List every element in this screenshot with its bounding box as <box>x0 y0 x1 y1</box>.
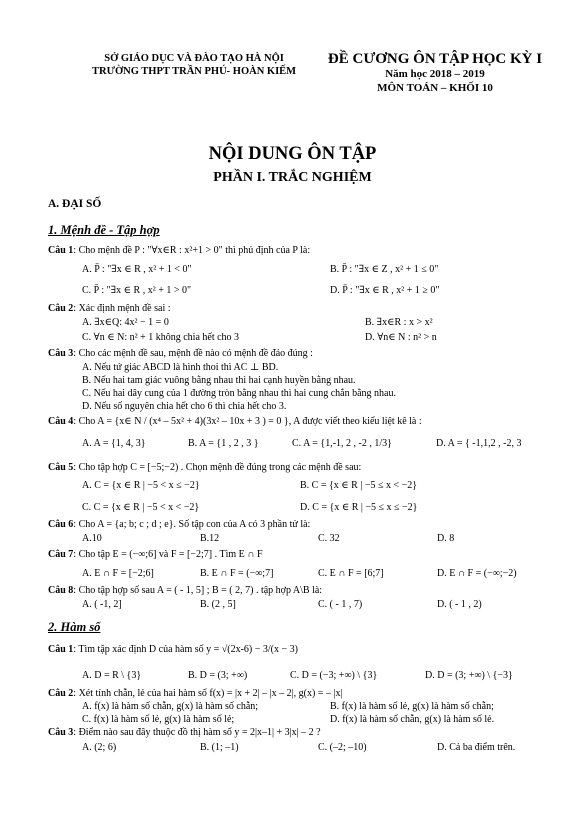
option-c: C. C = {x ∈ R | −5 < x < −2} <box>82 502 200 513</box>
option-c: C. 32 <box>318 533 340 544</box>
question-text: : Xác định mệnh đề sai : <box>73 303 171 314</box>
question-text: : Tìm tập xác định D của hàm số y = √(2x-6) − 3/(x − 3) <box>73 644 298 655</box>
question-5 <box>48 462 361 474</box>
option-a: A. P̄ : "∃x ∈ R , x² + 1 < 0" <box>82 264 192 275</box>
part-title: PHẦN I. TRẮC NGHIỆM <box>213 170 372 185</box>
question-1 <box>48 245 310 257</box>
subject-line: MÔN TOÁN – KHỐI 10 <box>377 81 493 94</box>
question-label: Câu 3 <box>48 727 74 738</box>
section-a-heading: A. ĐẠI SỐ <box>48 198 102 210</box>
option-b: B. Nếu hai tam giác vuông bằng nhau thì hai cạnh huyền bằng nhau. <box>82 375 356 386</box>
function-question-2 <box>48 688 342 700</box>
department-name: SỞ GIÁO DỤC VÀ ĐÀO TẠO HÀ NỘI <box>104 53 284 64</box>
option-b: B. (1; –1) <box>200 742 239 753</box>
question-4 <box>48 416 422 428</box>
option-a: A. ( -1, 2] <box>82 599 122 610</box>
school-name: TRƯỜNG THPT TRẦN PHÚ- HOÀN KIẾM <box>92 66 297 78</box>
option-d: D. P̄ : "∃x ∈ R , x² + 1 ≥ 0" <box>330 285 440 296</box>
option-a: A. A = {1, 4, 3} <box>82 438 146 449</box>
question-label: Câu 2 <box>48 688 74 699</box>
subsection-1-heading: 1. Mệnh đề - Tập hợp <box>48 223 160 237</box>
question-text: : Cho tập E = (−∞;6] và F = [−2;7] . Tìm E ∩ F <box>73 549 263 560</box>
question-label: Câu 3 <box>48 348 74 359</box>
option-a: A. f(x) là hàm số chẵn, g(x) là hàm số chẵn; <box>82 701 259 712</box>
option-d: D. A = { -1,1,2 , -2, 3 <box>436 438 522 449</box>
option-d: D. f(x) là hàm số chẵn, g(x) là hàm số lẻ. <box>330 714 495 725</box>
question-text: : Cho A = {x∈ N / (x⁴ – 5x² + 4)(3x² – 10x + 3 ) = 0 }, A được viết theo kiểu liệt kê là : <box>73 416 422 427</box>
question-label: Câu 1 <box>48 245 74 256</box>
question-text: : Xét tính chẵn, lẻ của hai hàm số f(x) = |x + 2| – |x – 2|, g(x) = – |x| <box>73 688 343 699</box>
function-question-1 <box>48 644 298 656</box>
option-c: C. E ∩ F = [6;7] <box>318 568 384 579</box>
option-c: C. (–2; –10) <box>318 742 367 753</box>
option-a: A.10 <box>82 533 102 544</box>
option-d: D. E ∩ F = (−∞;−2) <box>437 568 517 579</box>
function-question-3 <box>48 727 321 739</box>
school-year: Năm học 2018 – 2019 <box>385 68 485 80</box>
option-b: B. A = {1 , 2 , 3 } <box>188 438 259 449</box>
option-d: D. Cả ba điểm trên. <box>437 742 516 753</box>
option-a: A. Nếu tứ giác ABCD là hình thoi thì AC ⊥ BD. <box>82 362 279 373</box>
option-a: A. D = R \ {3} <box>82 670 142 681</box>
main-title: NỘI DUNG ÔN TẬP <box>208 144 377 164</box>
option-d: D. D = (3; +∞) \ {−3} <box>425 670 513 681</box>
question-label: Câu 5 <box>48 462 74 473</box>
question-8 <box>48 585 322 597</box>
option-c: C. A = {1,-1, 2 , -2 , 1/3} <box>292 438 392 449</box>
question-label: Câu 2 <box>48 303 74 314</box>
document-header <box>310 50 560 96</box>
question-text: : Cho mệnh đề P : "∀x∈R : x²+1 > 0" thì phủ định của P là: <box>73 245 311 256</box>
option-a: A. ∃x∈Q: 4x² − 1 = 0 <box>82 317 169 328</box>
question-7 <box>48 549 263 561</box>
option-b: B. ∃x∈R : x > x² <box>365 317 433 328</box>
option-a: A. C = {x ∈ R | −5 < x ≤ −2} <box>82 480 200 491</box>
question-2 <box>48 303 171 315</box>
question-text: : Cho tập hợp C = [−5;−2) . Chọn mệnh đề đúng trong các mệnh đề sau: <box>73 462 362 473</box>
option-b: B. P̄ : "∃x ∈ Z , x² + 1 ≤ 0" <box>330 264 439 275</box>
question-text: : Cho A = {a; b; c ; d ; e}. Số tập con của A có 3 phần tử là: <box>73 519 311 530</box>
option-a: A. E ∩ F = [−2;6] <box>82 568 154 579</box>
option-c: C. ( - 1 , 7) <box>318 599 363 610</box>
option-d: D. ∀n∈ N : n² > n <box>365 332 437 343</box>
option-c: C. ∀n ∈ N: n² + 1 không chia hết cho 3 <box>82 332 240 343</box>
question-6 <box>48 519 310 531</box>
document-title: ĐỀ CƯƠNG ÔN TẬP HỌC KỲ I <box>327 51 543 67</box>
option-c: C. f(x) là hàm số lẻ, g(x) là hàm số lẻ; <box>82 714 235 725</box>
option-b: B.12 <box>200 533 220 544</box>
question-label: Câu 8 <box>48 585 74 596</box>
question-label: Câu 7 <box>48 549 74 560</box>
option-b: B. C = {x ∈ R | −5 ≤ x < −2} <box>300 480 418 491</box>
school-header <box>92 52 296 78</box>
option-b: B. E ∩ F = (−∞;7] <box>200 568 274 579</box>
question-text: : Cho tập hợp số sau A = ( - 1, 5] ; B = ( 2, 7) . tập hợp A\B là: <box>73 585 323 596</box>
question-3 <box>48 348 313 360</box>
question-label: Câu 4 <box>48 416 74 427</box>
option-a: A. (2; 6) <box>82 742 117 753</box>
option-c: C. D = (−3; +∞) \ {3} <box>290 670 378 681</box>
option-c: C. Nếu hai dây cung của 1 đường tròn bằng nhau thì hai cung chắn bằng nhau. <box>82 388 396 399</box>
option-d: D. ( - 1 , 2) <box>437 599 482 610</box>
option-d: D. 8 <box>437 533 455 544</box>
option-d: D. C = {x ∈ R | −5 ≤ x ≤ −2} <box>300 502 418 513</box>
question-text: : Điểm nào sau đây thuộc đồ thị hàm số y = 2|x–1| + 3|x| – 2 ? <box>73 727 321 738</box>
option-b: B. (2 , 5] <box>200 599 236 610</box>
question-label: Câu 6 <box>48 519 74 530</box>
option-c: C. P̄ : "∃x ∈ R , x² + 1 > 0" <box>82 285 192 296</box>
option-b: B. D = (3; +∞) <box>188 670 248 681</box>
option-b: B. f(x) là hàm số lẻ, g(x) là hàm số chẵn; <box>330 701 494 712</box>
option-d: D. Nếu số nguyên chia hết cho 6 thì chia hết cho 3. <box>82 401 287 412</box>
question-label: Câu 1 <box>48 644 74 655</box>
subsection-2-heading: 2. Hàm số <box>48 620 101 634</box>
question-text: : Cho các mệnh đề sau, mệnh đề nào có mệnh đề đảo đúng : <box>73 348 313 359</box>
